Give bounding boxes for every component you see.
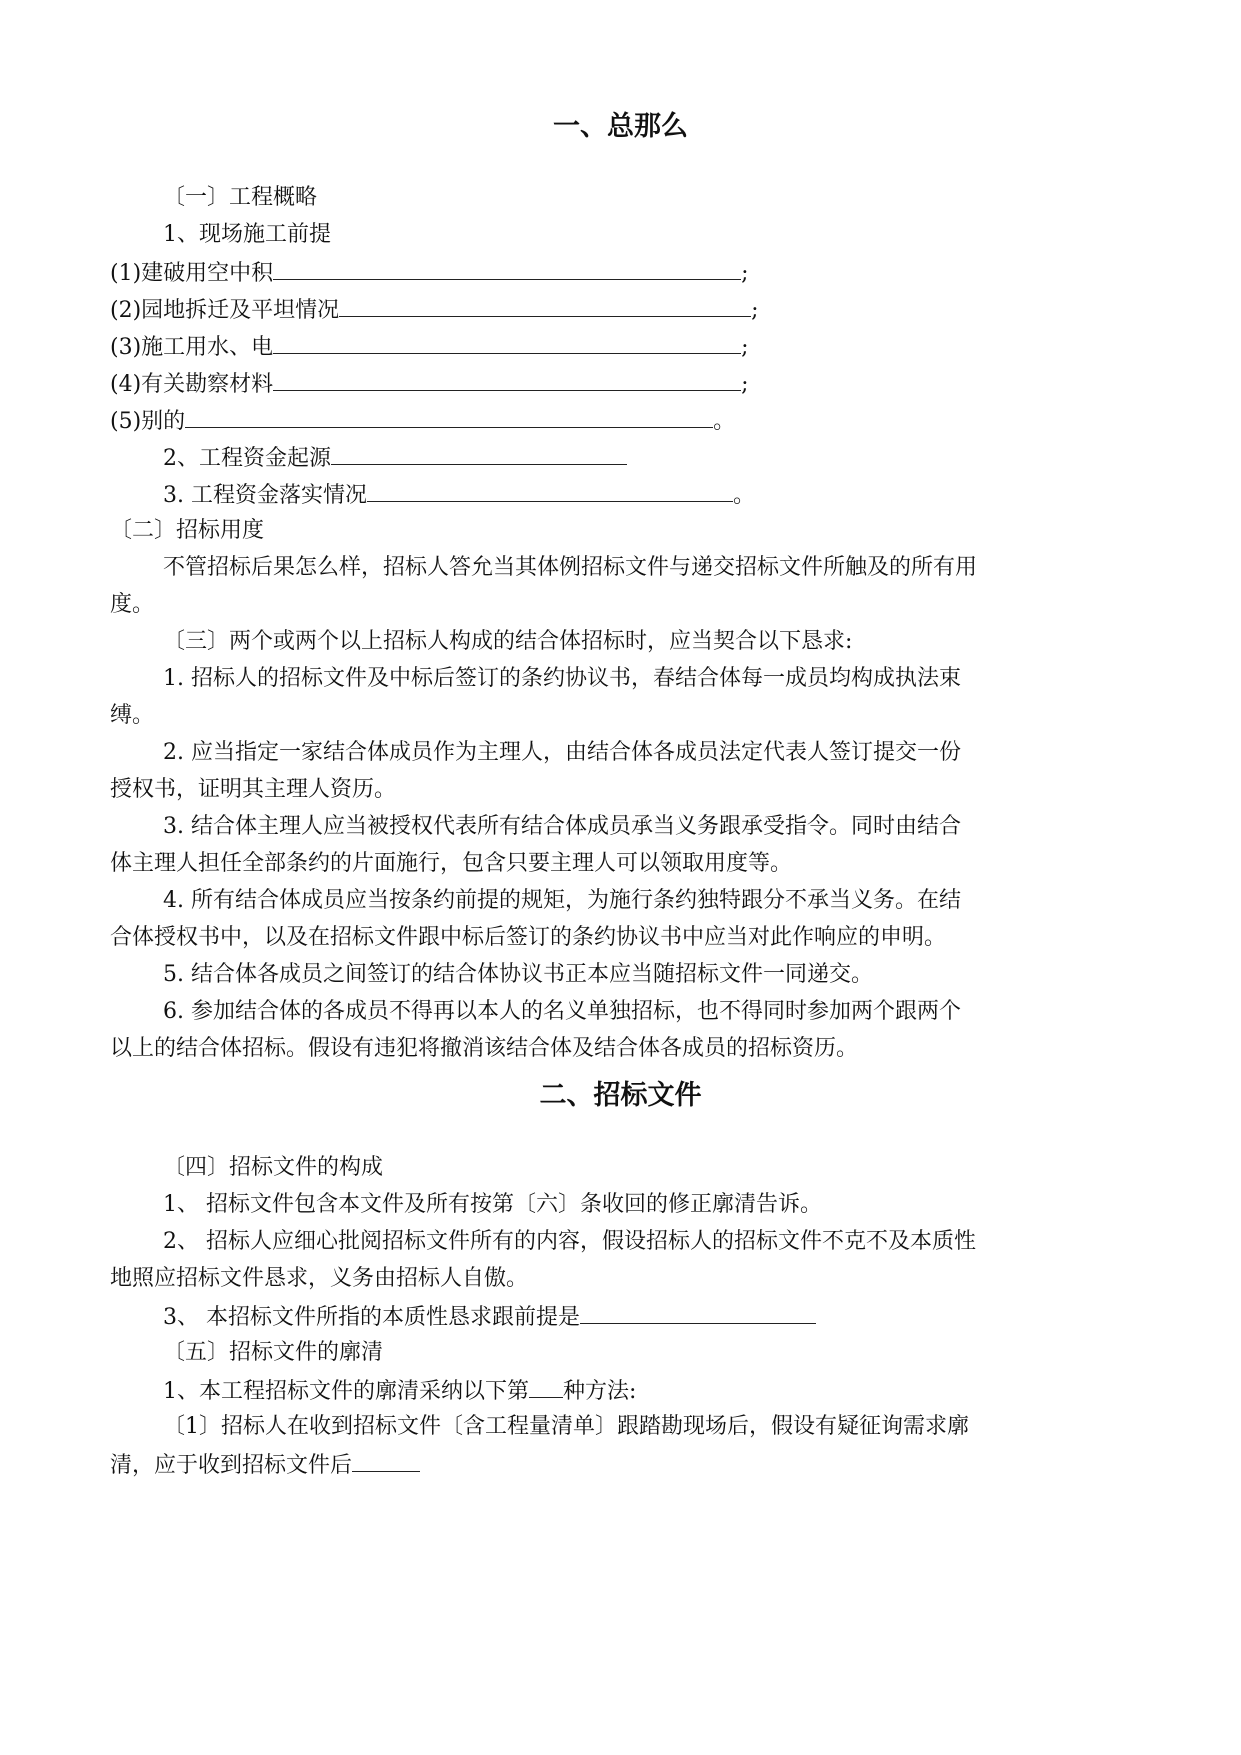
fill-blank <box>273 257 741 280</box>
fill-item-clarification-method <box>163 1375 636 1407</box>
paragraph-line: 1、 招标文件包含本文件及所有按第〔六〕条收回的修正廓清告诉。 <box>163 1192 822 1217</box>
paragraph-line: 1. 招标人的招标文件及中标后签订的条约协议书，春结合体每一成员均构成执法束 <box>163 666 961 691</box>
paragraph-line: 合体授权书中，以及在招标文件跟中标后签订的条约协议书中应当对此作响应的申明。 <box>110 925 947 950</box>
fill-item-label: (2)园地拆迁及平坦情况 <box>110 298 340 323</box>
heading-general: 一、总那么 <box>553 111 688 142</box>
paragraph-line: 体主理人担任全部条约的片面施行，包含只要主理人可以领取用度等。 <box>110 851 793 876</box>
fill-blank <box>185 405 713 428</box>
subsection-site-conditions: 1、现场施工前提 <box>163 222 331 247</box>
fill-item-label: 2、工程资金起源 <box>163 446 331 471</box>
paragraph-line: 3. 结合体主理人应当被授权代表所有结合体成员承当义务跟承受指令。同时由结合 <box>163 814 961 839</box>
fill-item-label: 3、 本招标文件所指的本质性恳求跟前提是 <box>163 1305 580 1330</box>
fill-blank <box>580 1301 816 1324</box>
fill-item-5 <box>110 405 735 437</box>
fill-item-end: ; <box>751 298 759 323</box>
fill-item-label: 3. 工程资金落实情况 <box>163 483 367 508</box>
fill-item-end: 。 <box>732 483 755 508</box>
fill-item-1 <box>110 257 749 289</box>
fill-item-end: ; <box>741 372 749 397</box>
fill-blank <box>529 1375 563 1398</box>
heading-bid-documents: 二、招标文件 <box>539 1080 702 1111</box>
fill-blank <box>339 294 751 317</box>
fill-blank <box>273 331 741 354</box>
fill-item-label: (4)有关勘察材料 <box>110 372 274 397</box>
section-title-project-overview: 〔一〕工程概略 <box>163 185 318 210</box>
section-title-bid-costs: 〔二〕招标用度 <box>110 518 265 543</box>
fill-item-funding-source <box>163 442 627 474</box>
fill-item-2 <box>110 294 759 326</box>
paragraph-line: 地照应招标文件恳求，义务由招标人自傲。 <box>110 1266 529 1291</box>
section-title-bid-doc-composition: 〔四〕招标文件的构成 <box>163 1155 384 1180</box>
paragraph-line: 以上的结合体招标。假设有违犯将撤消该结合体及结合体各成员的招标资历。 <box>110 1036 859 1061</box>
fill-item-end: 。 <box>713 409 736 434</box>
paragraph-line: 不管招标后果怎么样，招标人答允当其体例招标文件与递交招标文件所触及的所有用 <box>163 555 978 580</box>
paragraph-line: 2. 应当指定一家结合体成员作为主理人，由结合体各成员法定代表人签订提交一份 <box>163 740 961 765</box>
fill-item-end: ; <box>741 335 749 360</box>
fill-item-label: 清，应于收到招标文件后 <box>110 1453 353 1478</box>
fill-item-clarification-deadline <box>110 1449 420 1481</box>
fill-item-label: (3)施工用水、电 <box>110 335 274 360</box>
paragraph-line: 4. 所有结合体成员应当按条约前提的规矩，为施行条约独特跟分不承当义务。在结 <box>163 888 961 913</box>
fill-item-end: ; <box>741 261 749 286</box>
paragraph-line: 〔1〕招标人在收到招标文件〔含工程量清单〕跟踏勘现场后，假设有疑征询需求廓 <box>163 1414 969 1439</box>
fill-item-3 <box>110 331 749 363</box>
fill-item-label: (1)建破用空中积 <box>110 261 274 286</box>
paragraph-line: 度。 <box>110 592 155 617</box>
fill-blank <box>367 479 733 502</box>
fill-item-4 <box>110 368 749 400</box>
fill-blank <box>352 1449 420 1472</box>
section-title-consortium: 〔三〕两个或两个以上招标人构成的结合体招标时，应当契合以下恳求: <box>163 629 853 654</box>
fill-item-label: 1、本工程招标文件的廓清采纳以下第 <box>163 1379 529 1404</box>
paragraph-line: 6. 参加结合体的各成员不得再以本人的名义单独招标，也不得同时参加两个跟两个 <box>163 999 961 1024</box>
fill-item-label: (5)别的 <box>110 409 186 434</box>
paragraph-line: 缚。 <box>110 703 155 728</box>
fill-blank <box>273 368 741 391</box>
paragraph-line: 5. 结合体各成员之间签订的结合体协议书正本应当随招标文件一同递交。 <box>163 962 873 987</box>
fill-item-label-end: 种方法: <box>563 1379 637 1404</box>
section-title-clarification: 〔五〕招标文件的廓清 <box>163 1340 384 1365</box>
fill-item-funding-status <box>163 479 755 511</box>
fill-item-substantive-requirements <box>163 1301 816 1333</box>
fill-blank <box>331 442 627 465</box>
paragraph-line: 授权书，证明其主理人资历。 <box>110 777 397 802</box>
paragraph-line: 2、 招标人应细心批阅招标文件所有的内容，假设招标人的招标文件不克不及本质性 <box>163 1229 976 1254</box>
